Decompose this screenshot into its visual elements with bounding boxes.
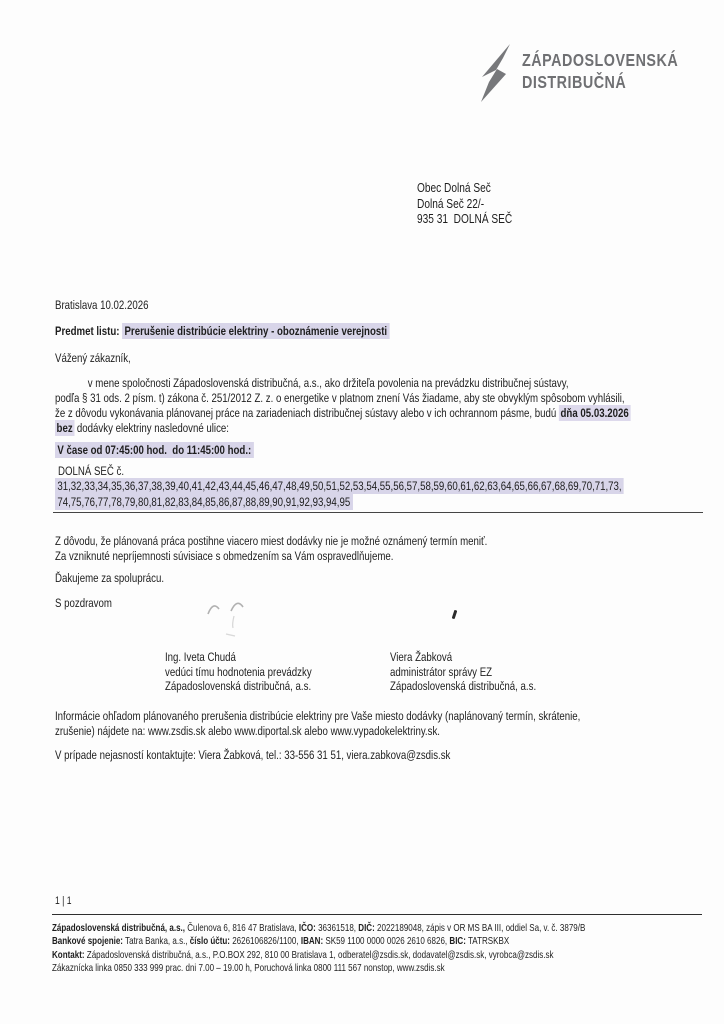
footer-bic-value: TATRSKBX	[465, 936, 510, 948]
footer	[52, 922, 724, 976]
footer-contact-label: Kontakt:	[52, 949, 85, 961]
footer-company-name: Západoslovenská distribučná, a.s.,	[52, 923, 186, 934]
bold-bez: bez	[56, 421, 73, 435]
signatory-role: administrátor správy EZ	[390, 664, 493, 679]
recipient-street: Dolná Seč 22/-	[417, 195, 485, 211]
intro-line-4	[55, 421, 630, 436]
footer-company-address: Čulenova 6, 816 47 Bratislava,	[185, 923, 299, 934]
notice-line-2: Za vzniknuté nepríjemnosti súvisiace s obmedzením sa Vám ospravedlňujeme.	[55, 549, 394, 563]
footer-line-4: Zákaznícka linka 0850 333 999 prac. dni 7.00 – 19.00 h, Poruchová linka 0800 111 567 nonstop, www.zsdis.sk	[52, 963, 445, 975]
regards-line: S pozdravom	[55, 596, 112, 610]
footer-line-1	[52, 922, 585, 935]
intro-line-2: podľa § 31 ods. 2 písm. t) zákona č. 251/2012 Z. z. o energetike v platnom znení Vás žiadame, aby ste obvyklým spôsobom vyhlásili,	[55, 391, 625, 405]
thanks-line: Ďakujeme za spoluprácu.	[55, 571, 165, 585]
footer-iban-label: IBAN:	[300, 936, 324, 948]
numbers-line-2-value: 74,75,76,77,78,79,80,81,82,83,84,85,86,87,88,89,90,91,92,93,94,95	[55, 494, 353, 510]
signatory-right	[390, 650, 577, 694]
footer-bank-value: Tatra Banka, a.s.,	[122, 936, 190, 948]
recipient-city: 935 31 DOLNÁ SEČ	[417, 211, 513, 226]
time-range-line	[55, 443, 254, 458]
recipient-name: Obec Dolná Seč	[417, 180, 491, 195]
footer-ico-value: 36361518,	[315, 923, 359, 934]
pen-mark	[452, 610, 458, 619]
intro-paragraph	[55, 376, 724, 436]
outage-date: dňa 05.03.2026	[560, 406, 629, 420]
street-heading: DOLNÁ SEČ č.	[58, 464, 125, 478]
subject-value: Prerušenie distribúcie elektriny - oboznámenie verejnosti	[122, 323, 389, 339]
signatory-company: Západoslovenská distribučná, a.s.	[390, 679, 537, 693]
signatory-company: Západoslovenská distribučná, a.s.	[165, 679, 312, 693]
contact-line: V prípade nejasností kontaktujte: Viera Žabková, tel.: 33-556 31 51, viera.zabkova@zsdis.sk	[55, 748, 451, 762]
page-number: 1 | 1	[55, 895, 72, 907]
recipient-address	[417, 180, 539, 227]
footer-line-2	[52, 935, 585, 948]
signatory-name: Ing. Iveta Chudá	[165, 650, 236, 664]
info-line-2: zrušenie) nájdete na: www.zsdis.sk alebo www.diportal.sk alebo www.vypadokelektriny.sk.	[55, 724, 440, 738]
numbers-underline	[53, 512, 703, 513]
intro-line-4-text: dodávky elektriny nasledovné ulice:	[74, 421, 229, 435]
footer-line-3	[52, 949, 585, 962]
signatory-name: Viera Žabková	[390, 650, 453, 664]
salutation-line: Vážený zákazník,	[55, 351, 131, 365]
info-line-1: Informácie ohľadom plánovaného prerušenia distribúcie elektriny pre Vaše miesto dodávky (naplánovaný termín, skrátenie,	[55, 709, 581, 723]
logo-text-line1: ZÁPADOSLOVENSKÁ	[522, 50, 679, 70]
subject-line	[55, 324, 389, 339]
numbers-line-1-value: 31,32,33,34,35,36,37,38,39,40,41,42,43,44,45,46,47,48,49,50,51,52,53,54,55,56,57,58,59,60,61,62,63,64,65,66,67,68,69,70,71,73,	[55, 478, 624, 494]
notice-line-1: Z dôvodu, že plánovaná práca postihne viacero miest dodávky nie je možné oznámený termín meniť.	[55, 534, 488, 548]
date-line: Bratislava 10.02.2026	[55, 298, 149, 312]
notice-paragraph	[55, 534, 609, 564]
footer-account-label: číslo účtu:	[189, 936, 230, 948]
numbers-line-2	[55, 495, 624, 511]
signatory-role: vedúci tímu hodnotenia prevádzky	[165, 664, 312, 679]
footer-bank-label: Bankové spojenie:	[52, 936, 123, 948]
footer-divider	[52, 914, 702, 915]
footer-bic-label: BIC:	[449, 936, 466, 948]
footer-contact-value: Západoslovenská distribučná, a.s., P.O.BOX 292, 810 00 Bratislava 1, odberatel@zsdis.sk, dodavatel@zsdis.sk, vyrobca@zsdis.sk	[84, 949, 554, 961]
footer-account-value: 2626106826/1100,	[229, 936, 301, 948]
intro-line-1: v mene spoločnosti Západoslovenská distribučná, a.s., ako držiteľa povolenia na prevádzku distribučnej sústavy,	[87, 376, 569, 390]
lightning-bolt-icon	[480, 44, 512, 102]
signatory-left	[165, 650, 353, 694]
footer-ico-label: IČO:	[298, 923, 316, 934]
signature-scribble	[200, 594, 270, 646]
numbers-line-1	[55, 479, 624, 495]
intro-line-3-text: že z dôvodu vykonávania plánovanej práce na zariadeniach distribučnej sústavy alebo v ich ochrannom pásme, budú	[55, 406, 559, 420]
logo-text-line2: DISTRIBUČNÁ	[522, 72, 627, 92]
footer-iban-value: SK59 1100 0000 0026 2610 6826,	[323, 936, 450, 948]
info-paragraph	[55, 709, 724, 739]
time-range-value: V čase od 07:45:00 hod. do 11:45:00 hod.:	[55, 442, 254, 458]
intro-line-3	[55, 406, 630, 421]
affected-numbers-block	[55, 479, 724, 510]
footer-dic-value: 2022189048, zápis v OR MS BA III, oddiel Sa, v. č. 3879/B	[374, 923, 586, 934]
footer-dic-label: DIČ:	[358, 923, 375, 934]
subject-label: Predmet listu:	[55, 324, 120, 338]
